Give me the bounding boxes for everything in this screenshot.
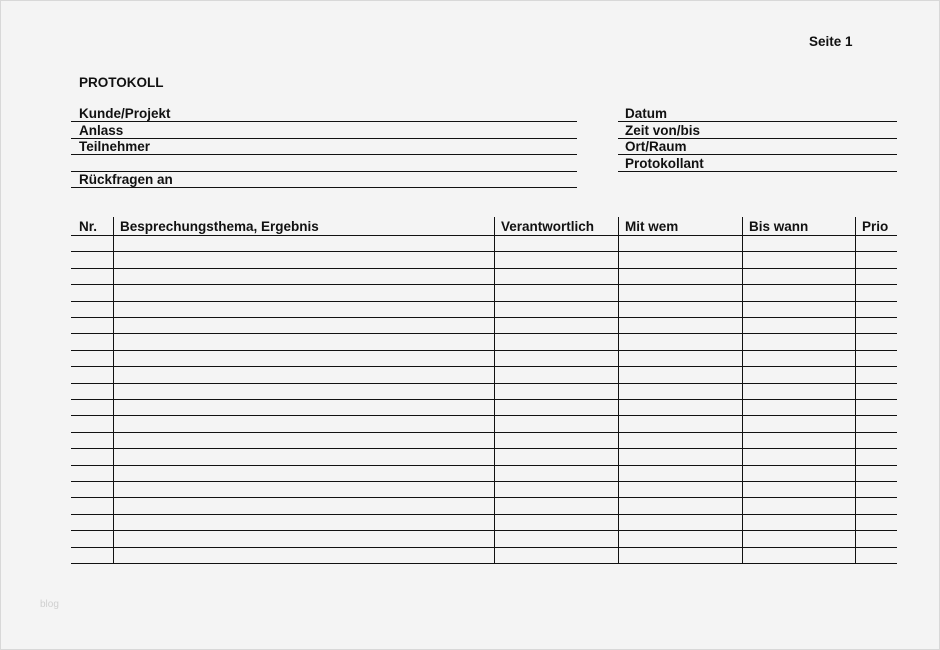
column-header: Bis wann: [749, 219, 809, 234]
header-line: [71, 235, 897, 236]
column-header: Nr.: [79, 219, 98, 234]
field-label: Datum: [625, 106, 668, 121]
column-header: Verantwortlich: [501, 219, 595, 234]
table-row[interactable]: [71, 448, 897, 449]
table-row[interactable]: [71, 251, 897, 252]
table-row[interactable]: [71, 383, 897, 384]
table-row[interactable]: [71, 514, 897, 515]
field-input-line[interactable]: [71, 121, 577, 122]
column-header: Mit wem: [625, 219, 679, 234]
document-title: PROTOKOLL: [79, 75, 164, 90]
field-input-line[interactable]: [618, 154, 897, 155]
column-header: Prio: [862, 219, 889, 234]
field-input-line[interactable]: [618, 171, 897, 172]
table-row[interactable]: [71, 563, 897, 564]
column-divider: [494, 217, 495, 563]
field-label: Rückfragen an: [79, 172, 173, 187]
column-divider: [742, 217, 743, 563]
table-row[interactable]: [71, 317, 897, 318]
table-row[interactable]: [71, 432, 897, 433]
column-divider: [618, 217, 619, 563]
table-row[interactable]: [71, 350, 897, 351]
table-row[interactable]: [71, 415, 897, 416]
watermark: blog: [40, 599, 59, 610]
field-label: Ort/Raum: [625, 139, 687, 154]
field-input-line[interactable]: [618, 121, 897, 122]
table-row[interactable]: [71, 481, 897, 482]
field-label: Anlass: [79, 123, 124, 138]
table-row[interactable]: [71, 399, 897, 400]
field-label: Protokollant: [625, 156, 704, 171]
field-label: Kunde/Projekt: [79, 106, 171, 121]
table-row[interactable]: [71, 268, 897, 269]
column-header: Besprechungsthema, Ergebnis: [120, 219, 319, 234]
table-row[interactable]: [71, 465, 897, 466]
table-row[interactable]: [71, 497, 897, 498]
table-row[interactable]: [71, 530, 897, 531]
field-label: Teilnehmer: [79, 139, 151, 154]
field-input-line[interactable]: [71, 154, 577, 155]
table-row[interactable]: [71, 547, 897, 548]
table-row[interactable]: [71, 333, 897, 334]
field-label: Zeit von/bis: [625, 123, 701, 138]
column-divider: [113, 217, 114, 563]
table-row[interactable]: [71, 301, 897, 302]
page-number: Seite 1: [809, 34, 853, 49]
table-row[interactable]: [71, 284, 897, 285]
table-row[interactable]: [71, 366, 897, 367]
field-input-line[interactable]: [71, 187, 577, 188]
column-divider: [855, 217, 856, 563]
